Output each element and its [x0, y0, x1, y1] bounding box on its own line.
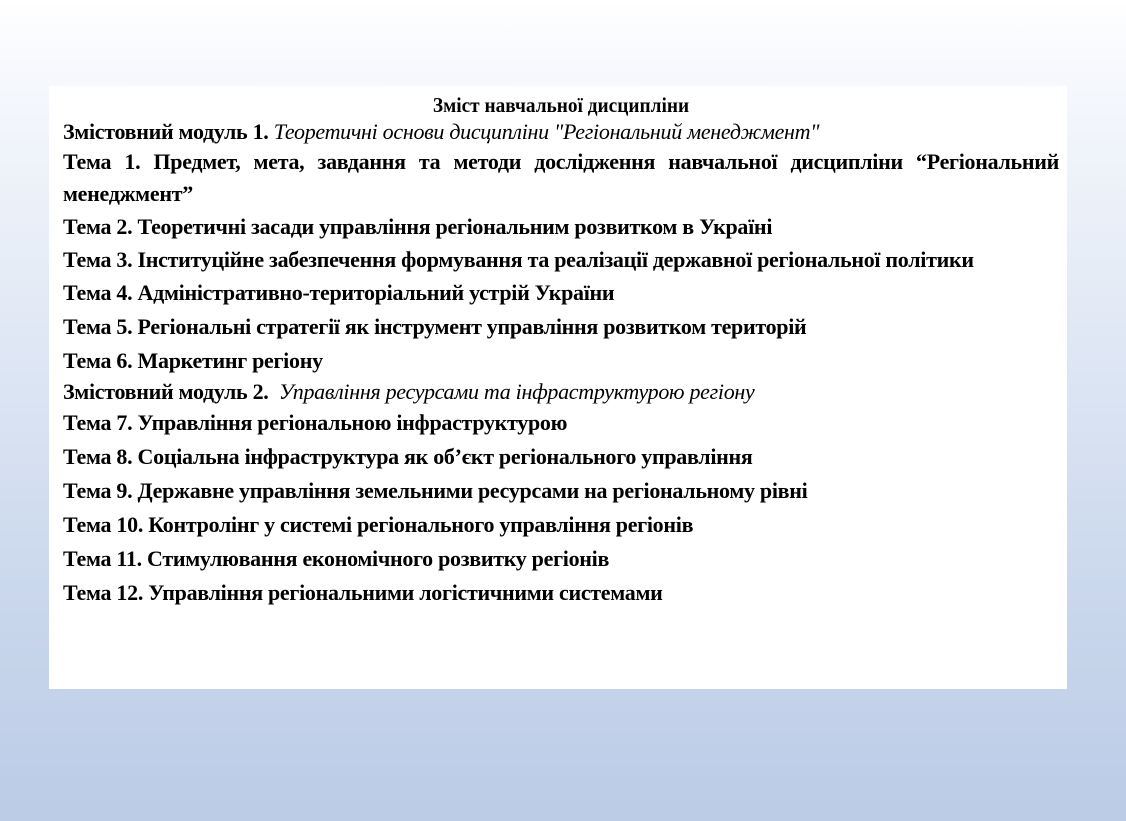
- topic-number: Тема 1.: [63, 149, 141, 174]
- topic-9: [63, 474, 1059, 508]
- document-panel: [49, 86, 1067, 689]
- topic-title: Стимулювання економічного розвитку регіонів: [147, 546, 610, 571]
- topic-number: Тема 9.: [63, 478, 133, 503]
- module-label: Змістовний модуль 2.: [63, 379, 269, 404]
- topic-title: Інституційне забезпечення формування та реалізації державної регіональної політики: [137, 247, 974, 272]
- topic-title: Адміністративно-територіальний устрій України: [137, 280, 615, 305]
- topic-title: Маркетинг регіону: [137, 348, 323, 373]
- topic-number: Тема 6.: [63, 348, 133, 373]
- topic-3: [63, 244, 1059, 276]
- topic-number: Тема 11.: [63, 546, 142, 571]
- module-label: Змістовний модуль 1.: [63, 119, 269, 144]
- topic-title: Контролінг у системі регіонального управління регіонів: [148, 512, 694, 537]
- topic-number: Тема 3.: [63, 247, 133, 272]
- topic-6: [63, 344, 1059, 378]
- topic-8: [63, 440, 1059, 474]
- topic-number: Тема 12.: [63, 580, 144, 605]
- topic-number: Тема 10.: [63, 512, 144, 537]
- topic-title: Регіональні стратегії як інструмент управління розвитком територій: [137, 314, 807, 339]
- topic-title: Державне управління земельними ресурсами на регіональному рівні: [137, 478, 808, 503]
- topic-7: [63, 406, 1059, 440]
- topic-number: Тема 7.: [63, 410, 133, 435]
- module-heading-2: [63, 378, 1059, 406]
- topic-12: [63, 576, 1059, 610]
- topic-5: [63, 310, 1059, 344]
- document-title: Зміст навчальної дисципліни: [432, 93, 690, 117]
- topic-number: Тема 4.: [63, 280, 133, 305]
- topic-4: [63, 276, 1059, 310]
- module-heading-1: [63, 118, 1059, 146]
- topic-1: [63, 146, 1059, 210]
- topic-2: [63, 210, 1059, 244]
- topic-number: Тема 5.: [63, 314, 133, 339]
- topic-number: Тема 8.: [63, 444, 133, 469]
- module-title: Теоретичні основи дисципліни "Регіональний менеджмент": [273, 119, 820, 144]
- topic-10: [63, 508, 1059, 542]
- topic-title: Предмет, мета, завдання та методи дослідження навчальної дисципліни “Регіональний менеджмент”: [63, 149, 1060, 206]
- module-title: Управління ресурсами та інфраструктурою регіону: [278, 379, 755, 404]
- topic-title: Теоретичні засади управління регіональним розвитком в Україні: [137, 214, 773, 239]
- topic-title: Соціальна інфраструктура як об’єкт регіонального управління: [137, 444, 753, 469]
- topic-title: Управління регіональними логістичними системами: [148, 580, 663, 605]
- topic-11: [63, 542, 1059, 576]
- topic-number: Тема 2.: [63, 214, 133, 239]
- topic-title: Управління регіональною інфраструктурою: [137, 410, 568, 435]
